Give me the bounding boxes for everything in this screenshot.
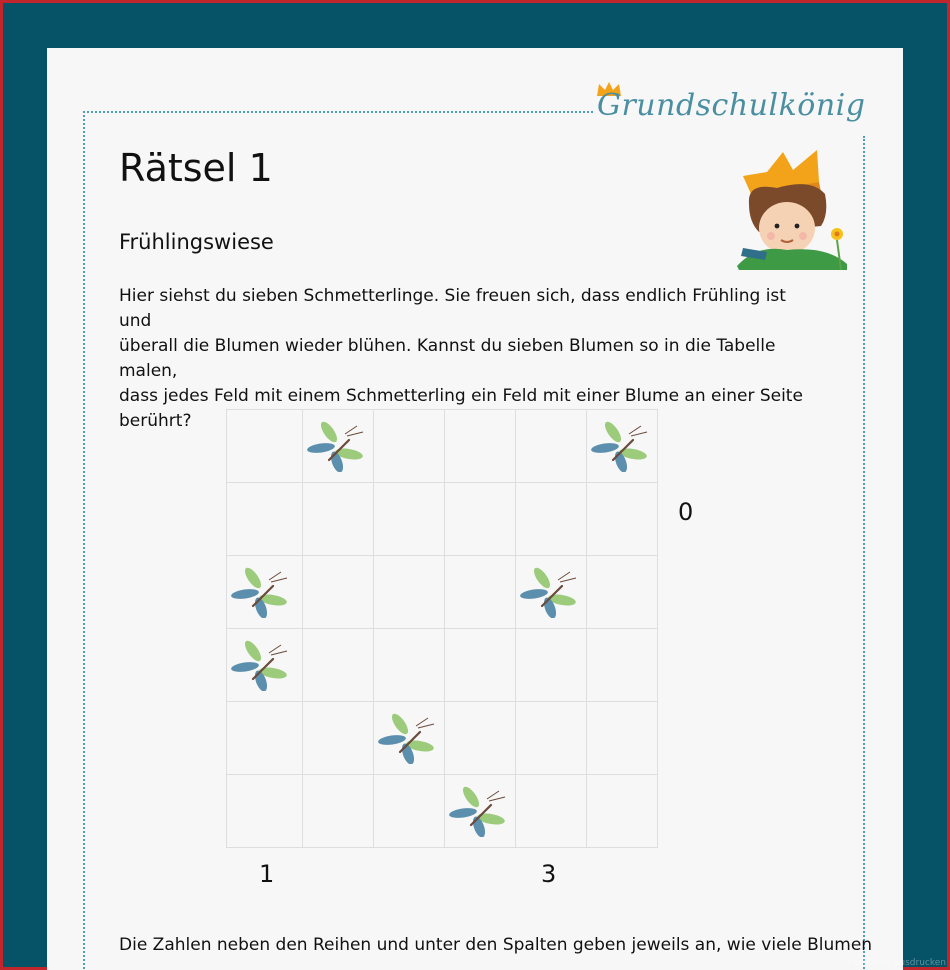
- grid-cell-r4-c6[interactable]: [587, 629, 658, 702]
- watermark-text: Kostenlos Ausdrucken: [847, 958, 946, 968]
- grid-cell-r2-c1[interactable]: [227, 483, 303, 556]
- grid-cell-r1-c5[interactable]: [516, 410, 587, 483]
- grid-cell-r6-c4[interactable]: [445, 775, 516, 848]
- grid-cell-r2-c2[interactable]: [303, 483, 374, 556]
- butterfly-icon: [447, 785, 511, 837]
- grid-cell-r4-c2[interactable]: [303, 629, 374, 702]
- col-clue-1: 1: [259, 860, 275, 888]
- grid-cell-r2-c4[interactable]: [445, 483, 516, 556]
- intro-line: berührt?: [119, 411, 192, 431]
- grid-cell-r3-c1[interactable]: [227, 556, 303, 629]
- grid-cell-r6-c3[interactable]: [374, 775, 445, 848]
- grid-cell-r1-c4[interactable]: [445, 410, 516, 483]
- grid-cell-r4-c5[interactable]: [516, 629, 587, 702]
- grid-cell-r3-c4[interactable]: [445, 556, 516, 629]
- grid-row: [227, 775, 658, 848]
- instruction-footer: Die Zahlen neben den Reihen und unter den Spalten geben jeweils an, wie viele Blumen: [119, 935, 873, 955]
- grid-cell-r2-c5[interactable]: [516, 483, 587, 556]
- butterfly-icon: [229, 639, 293, 691]
- grid-cell-r3-c6[interactable]: [587, 556, 658, 629]
- intro-line: dass jedes Feld mit einem Schmetterling ein Feld mit einer Blume an einer Seite: [119, 386, 803, 406]
- row-clue-2: 0: [678, 498, 694, 526]
- intro-line: überall die Blumen wieder blühen. Kannst du sieben Blumen so in die Tabelle malen,: [119, 336, 776, 381]
- grid-cell-r6-c6[interactable]: [587, 775, 658, 848]
- grid-cell-r5-c3[interactable]: [374, 702, 445, 775]
- butterfly-icon: [376, 712, 440, 764]
- butterfly-icon: [229, 566, 293, 618]
- grid-cell-r5-c5[interactable]: [516, 702, 587, 775]
- grid-row: [227, 702, 658, 775]
- puzzle-grid: [226, 409, 658, 848]
- grid-cell-r4-c4[interactable]: [445, 629, 516, 702]
- grid-cell-r6-c5[interactable]: [516, 775, 587, 848]
- dotted-border-top: [83, 111, 593, 113]
- grid-cell-r3-c3[interactable]: [374, 556, 445, 629]
- grid-cell-r1-c3[interactable]: [374, 410, 445, 483]
- grid-cell-r6-c2[interactable]: [303, 775, 374, 848]
- grid-cell-r2-c6[interactable]: [587, 483, 658, 556]
- grid-cell-r5-c4[interactable]: [445, 702, 516, 775]
- dotted-border-right: [863, 136, 865, 970]
- col-clue-5: 3: [541, 860, 557, 888]
- butterfly-icon: [518, 566, 582, 618]
- grid-cell-r6-c1[interactable]: [227, 775, 303, 848]
- butterfly-icon: [305, 420, 369, 472]
- worksheet-page: [47, 48, 903, 970]
- dotted-border-left: [83, 111, 85, 970]
- grid-cell-r3-c5[interactable]: [516, 556, 587, 629]
- grid-row: [227, 556, 658, 629]
- butterfly-icon: [589, 420, 653, 472]
- page-subtitle: Frühlingswiese: [119, 230, 274, 254]
- grid-cell-r3-c2[interactable]: [303, 556, 374, 629]
- king-mascot-illustration: [737, 148, 857, 273]
- grid-cell-r5-c6[interactable]: [587, 702, 658, 775]
- grid-cell-r4-c3[interactable]: [374, 629, 445, 702]
- page-title: Rätsel 1: [119, 146, 273, 190]
- grid-cell-r5-c1[interactable]: [227, 702, 303, 775]
- grid-cell-r5-c2[interactable]: [303, 702, 374, 775]
- grid-cell-r2-c3[interactable]: [374, 483, 445, 556]
- grid-cell-r1-c6[interactable]: [587, 410, 658, 483]
- grid-row: [227, 629, 658, 702]
- grid-row: [227, 410, 658, 483]
- brand-logo-text: Grundschulkönig: [597, 88, 866, 123]
- grid-row: [227, 483, 658, 556]
- grid-cell-r1-c2[interactable]: [303, 410, 374, 483]
- grid-cell-r4-c1[interactable]: [227, 629, 303, 702]
- grid-cell-r1-c1[interactable]: [227, 410, 303, 483]
- intro-line: Hier siehst du sieben Schmetterlinge. Sie freuen sich, dass endlich Frühling ist und: [119, 286, 786, 331]
